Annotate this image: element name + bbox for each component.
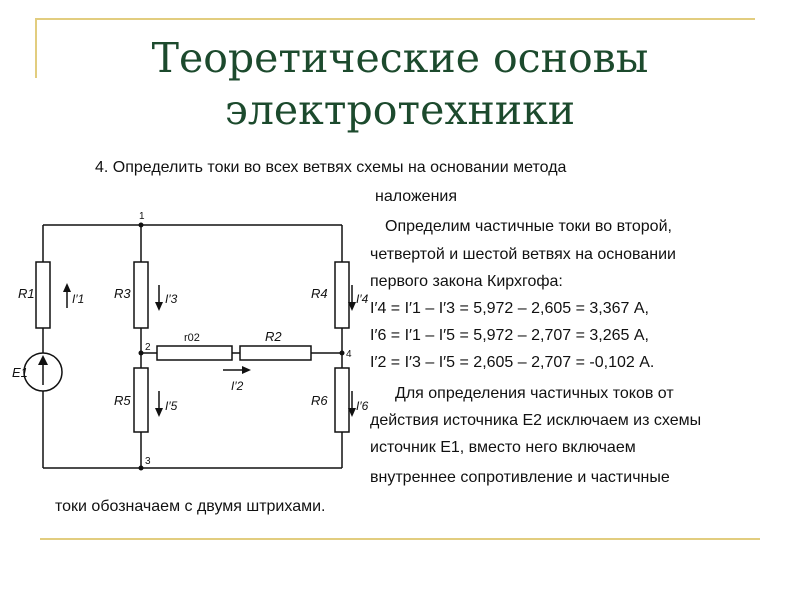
text-line-9: источник Е1, вместо него включаем	[370, 439, 636, 456]
arrowhead-i5	[155, 408, 163, 417]
text-line-7: Для определения частичных токов от	[395, 385, 674, 402]
resistor-r1	[36, 262, 50, 328]
text-line-8: действия источника Е2 исключаем из схемы	[370, 412, 702, 429]
label-r3: R3	[114, 286, 131, 301]
top-rule	[35, 18, 755, 20]
resistor-r2	[240, 346, 311, 360]
arrowhead-i2	[242, 366, 251, 374]
source-e1-arrowhead	[38, 355, 48, 365]
label-r02: r02	[184, 332, 200, 344]
task-line-1: 4. Определить токи во всех ветвях схемы на основании метода	[95, 159, 567, 176]
equation-i6: I′6 = I′1 – I′5 = 5,972 – 2,707 = 3,265 А,	[370, 327, 649, 344]
label-r1: R1	[18, 286, 35, 301]
label-r5: R5	[114, 393, 131, 408]
slide-title	[90, 32, 710, 136]
text-line-2: четвертой и шестой ветвях на основании	[370, 246, 676, 263]
node-dot-4	[340, 351, 345, 356]
label-current-i4: I′4	[356, 292, 369, 306]
label-current-i6: I′6	[356, 399, 369, 413]
label-current-i1: I′1	[72, 292, 85, 306]
node-label-4: 4	[346, 349, 352, 360]
label-e1: E1	[12, 365, 28, 380]
bottom-rule	[40, 538, 760, 540]
equation-i2: I′2 = I′3 – I′5 = 2,605 – 2,707 = -0,102 А.	[370, 354, 655, 371]
title-line-2: электротехники	[224, 86, 576, 134]
node-label-1: 1	[139, 211, 145, 222]
node-dot-3	[139, 466, 144, 471]
node-label-3: 3	[145, 456, 151, 467]
node-dot-2	[139, 351, 144, 356]
arrowhead-i3	[155, 302, 163, 311]
left-rule	[35, 18, 37, 78]
resistor-r6	[335, 368, 349, 432]
text-line-3: первого закона Кирхгофа:	[370, 273, 563, 290]
label-current-i5: I′5	[165, 399, 178, 413]
text-line-11: токи обозначаем с двумя штрихами.	[55, 498, 326, 515]
label-current-i3: I′3	[165, 292, 178, 306]
equation-i4: I′4 = I′1 – I′3 = 5,972 – 2,605 = 3,367 А,	[370, 300, 649, 317]
arrowhead-i1	[63, 283, 71, 292]
node-dot-1	[139, 223, 144, 228]
title-line-1: Теоретические основы	[151, 34, 649, 82]
resistor-r5	[134, 368, 148, 432]
resistor-r3	[134, 262, 148, 328]
label-r6: R6	[311, 393, 328, 408]
text-line-1: Определим частичные токи во второй,	[385, 218, 672, 235]
label-r2: R2	[265, 329, 282, 344]
resistor-r02	[157, 346, 232, 360]
circuit-diagram	[0, 205, 370, 475]
label-current-i2: I′2	[231, 379, 244, 393]
node-label-2: 2	[145, 342, 151, 353]
label-r4: R4	[311, 286, 328, 301]
text-line-10: внутреннее сопротивление и частичные	[370, 469, 670, 486]
task-line-2: наложения	[375, 188, 458, 205]
resistor-r4	[335, 262, 349, 328]
